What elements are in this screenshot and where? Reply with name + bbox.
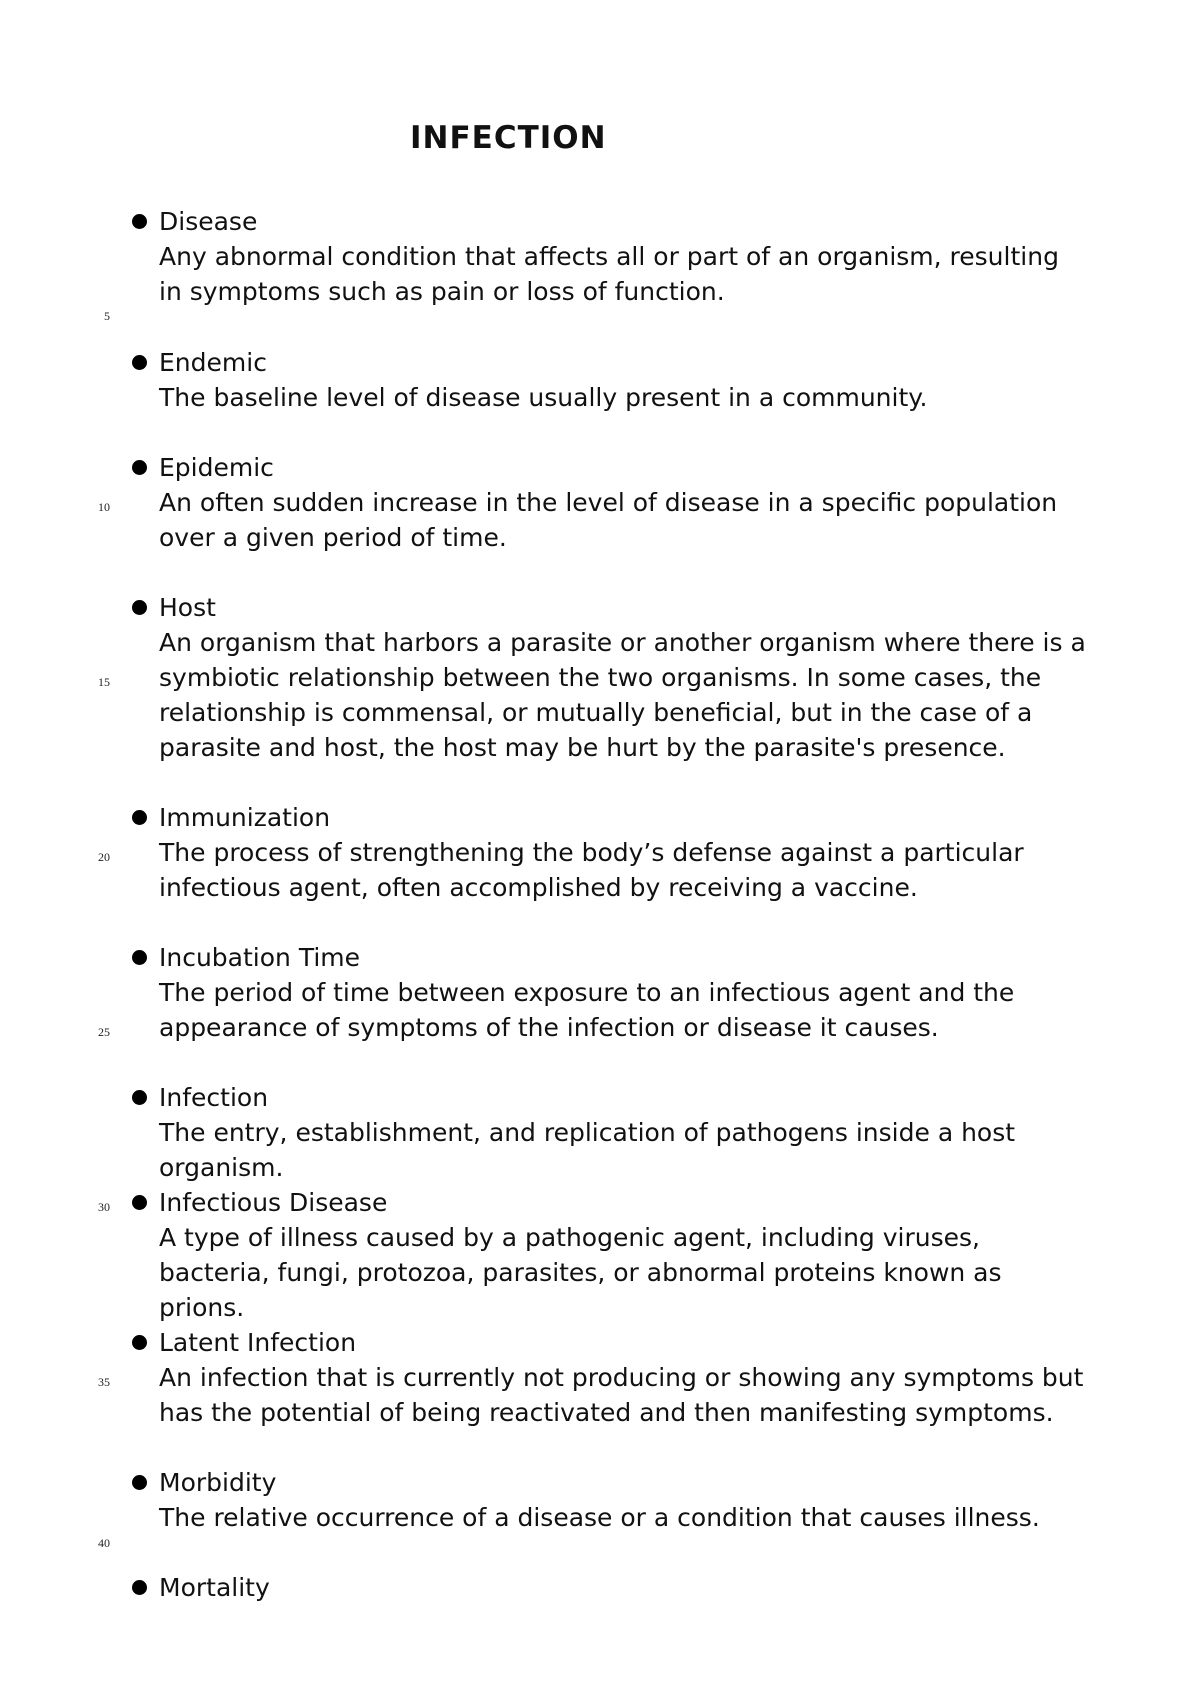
glossary-entry (130, 590, 1086, 765)
entry-term: Epidemic (159, 453, 274, 482)
glossary-entry (130, 204, 1080, 309)
bullet-icon (132, 950, 147, 965)
bullet-icon (132, 1195, 147, 1210)
line-number: 25 (98, 1025, 110, 1039)
entry-term: Host (159, 593, 216, 622)
line-number: 40 (98, 1536, 110, 1550)
bullet-icon (132, 1335, 147, 1350)
entry-term: Infection (159, 1083, 269, 1112)
entry-definition: A type of illness caused by a pathogenic agent, including viruses, bacteria, fungi, protozoa, parasites, or abnormal proteins known as prions. (159, 1223, 1002, 1322)
glossary-entry (130, 800, 1080, 905)
bullet-icon (132, 600, 147, 615)
line-number: 20 (98, 850, 110, 864)
line-number: 5 (104, 309, 110, 323)
line-number: 35 (98, 1375, 110, 1389)
bullet-icon (132, 1475, 147, 1490)
glossary-entry (130, 1185, 1080, 1325)
glossary-entry (130, 1570, 1080, 1605)
glossary-entry (130, 450, 1080, 555)
entry-term: Morbidity (159, 1468, 277, 1497)
bullet-icon (132, 214, 147, 229)
entry-definition: Any abnormal condition that affects all or part of an organism, resulting in symptoms such as pain or loss of function. (159, 242, 1059, 306)
bullet-icon (132, 810, 147, 825)
page-title: INFECTION (410, 120, 607, 156)
bullet-icon (132, 1580, 147, 1595)
glossary-entry (130, 940, 1080, 1045)
entry-definition: The entry, establishment, and replication of pathogens inside a host organism. (159, 1118, 1016, 1182)
entry-definition: An infection that is currently not producing or showing any symptoms but has the potential of being reactivated and then manifesting symptoms. (159, 1363, 1084, 1427)
line-number: 30 (98, 1200, 110, 1214)
entry-term: Latent Infection (159, 1328, 357, 1357)
entry-term: Mortality (159, 1573, 270, 1602)
entry-term: Incubation Time (159, 943, 361, 972)
bullet-icon (132, 460, 147, 475)
entry-definition: The period of time between exposure to an infectious agent and the appearance of symptoms of the infection or disease it causes. (159, 978, 1015, 1042)
glossary-entry (130, 1080, 1080, 1185)
line-number: 10 (98, 500, 110, 514)
glossary-entry (130, 1465, 1080, 1535)
entry-definition: An often sudden increase in the level of disease in a specific population over a given period of time. (159, 488, 1058, 552)
entry-definition: The baseline level of disease usually present in a community. (159, 383, 928, 412)
bullet-icon (132, 355, 147, 370)
entry-definition: The relative occurrence of a disease or a condition that causes illness. (159, 1503, 1040, 1532)
entry-term: Disease (159, 207, 258, 236)
entry-term: Endemic (159, 348, 267, 377)
entry-definition: An organism that harbors a parasite or another organism where there is a symbiotic relationship between the two organisms. In some cases, the relationship is commensal, or mutually beneficial, but in the case of a parasite and host, the host may be hurt by the parasite's presence. (159, 628, 1086, 762)
entry-term: Infectious Disease (159, 1188, 388, 1217)
line-number: 15 (98, 675, 110, 689)
bullet-icon (132, 1090, 147, 1105)
glossary-entry (130, 345, 1080, 415)
entry-definition: The process of strengthening the body’s defense against a particular infectious agent, often accomplished by receiving a vaccine. (159, 838, 1024, 902)
entry-term: Immunization (159, 803, 331, 832)
glossary-entry (130, 1325, 1084, 1430)
